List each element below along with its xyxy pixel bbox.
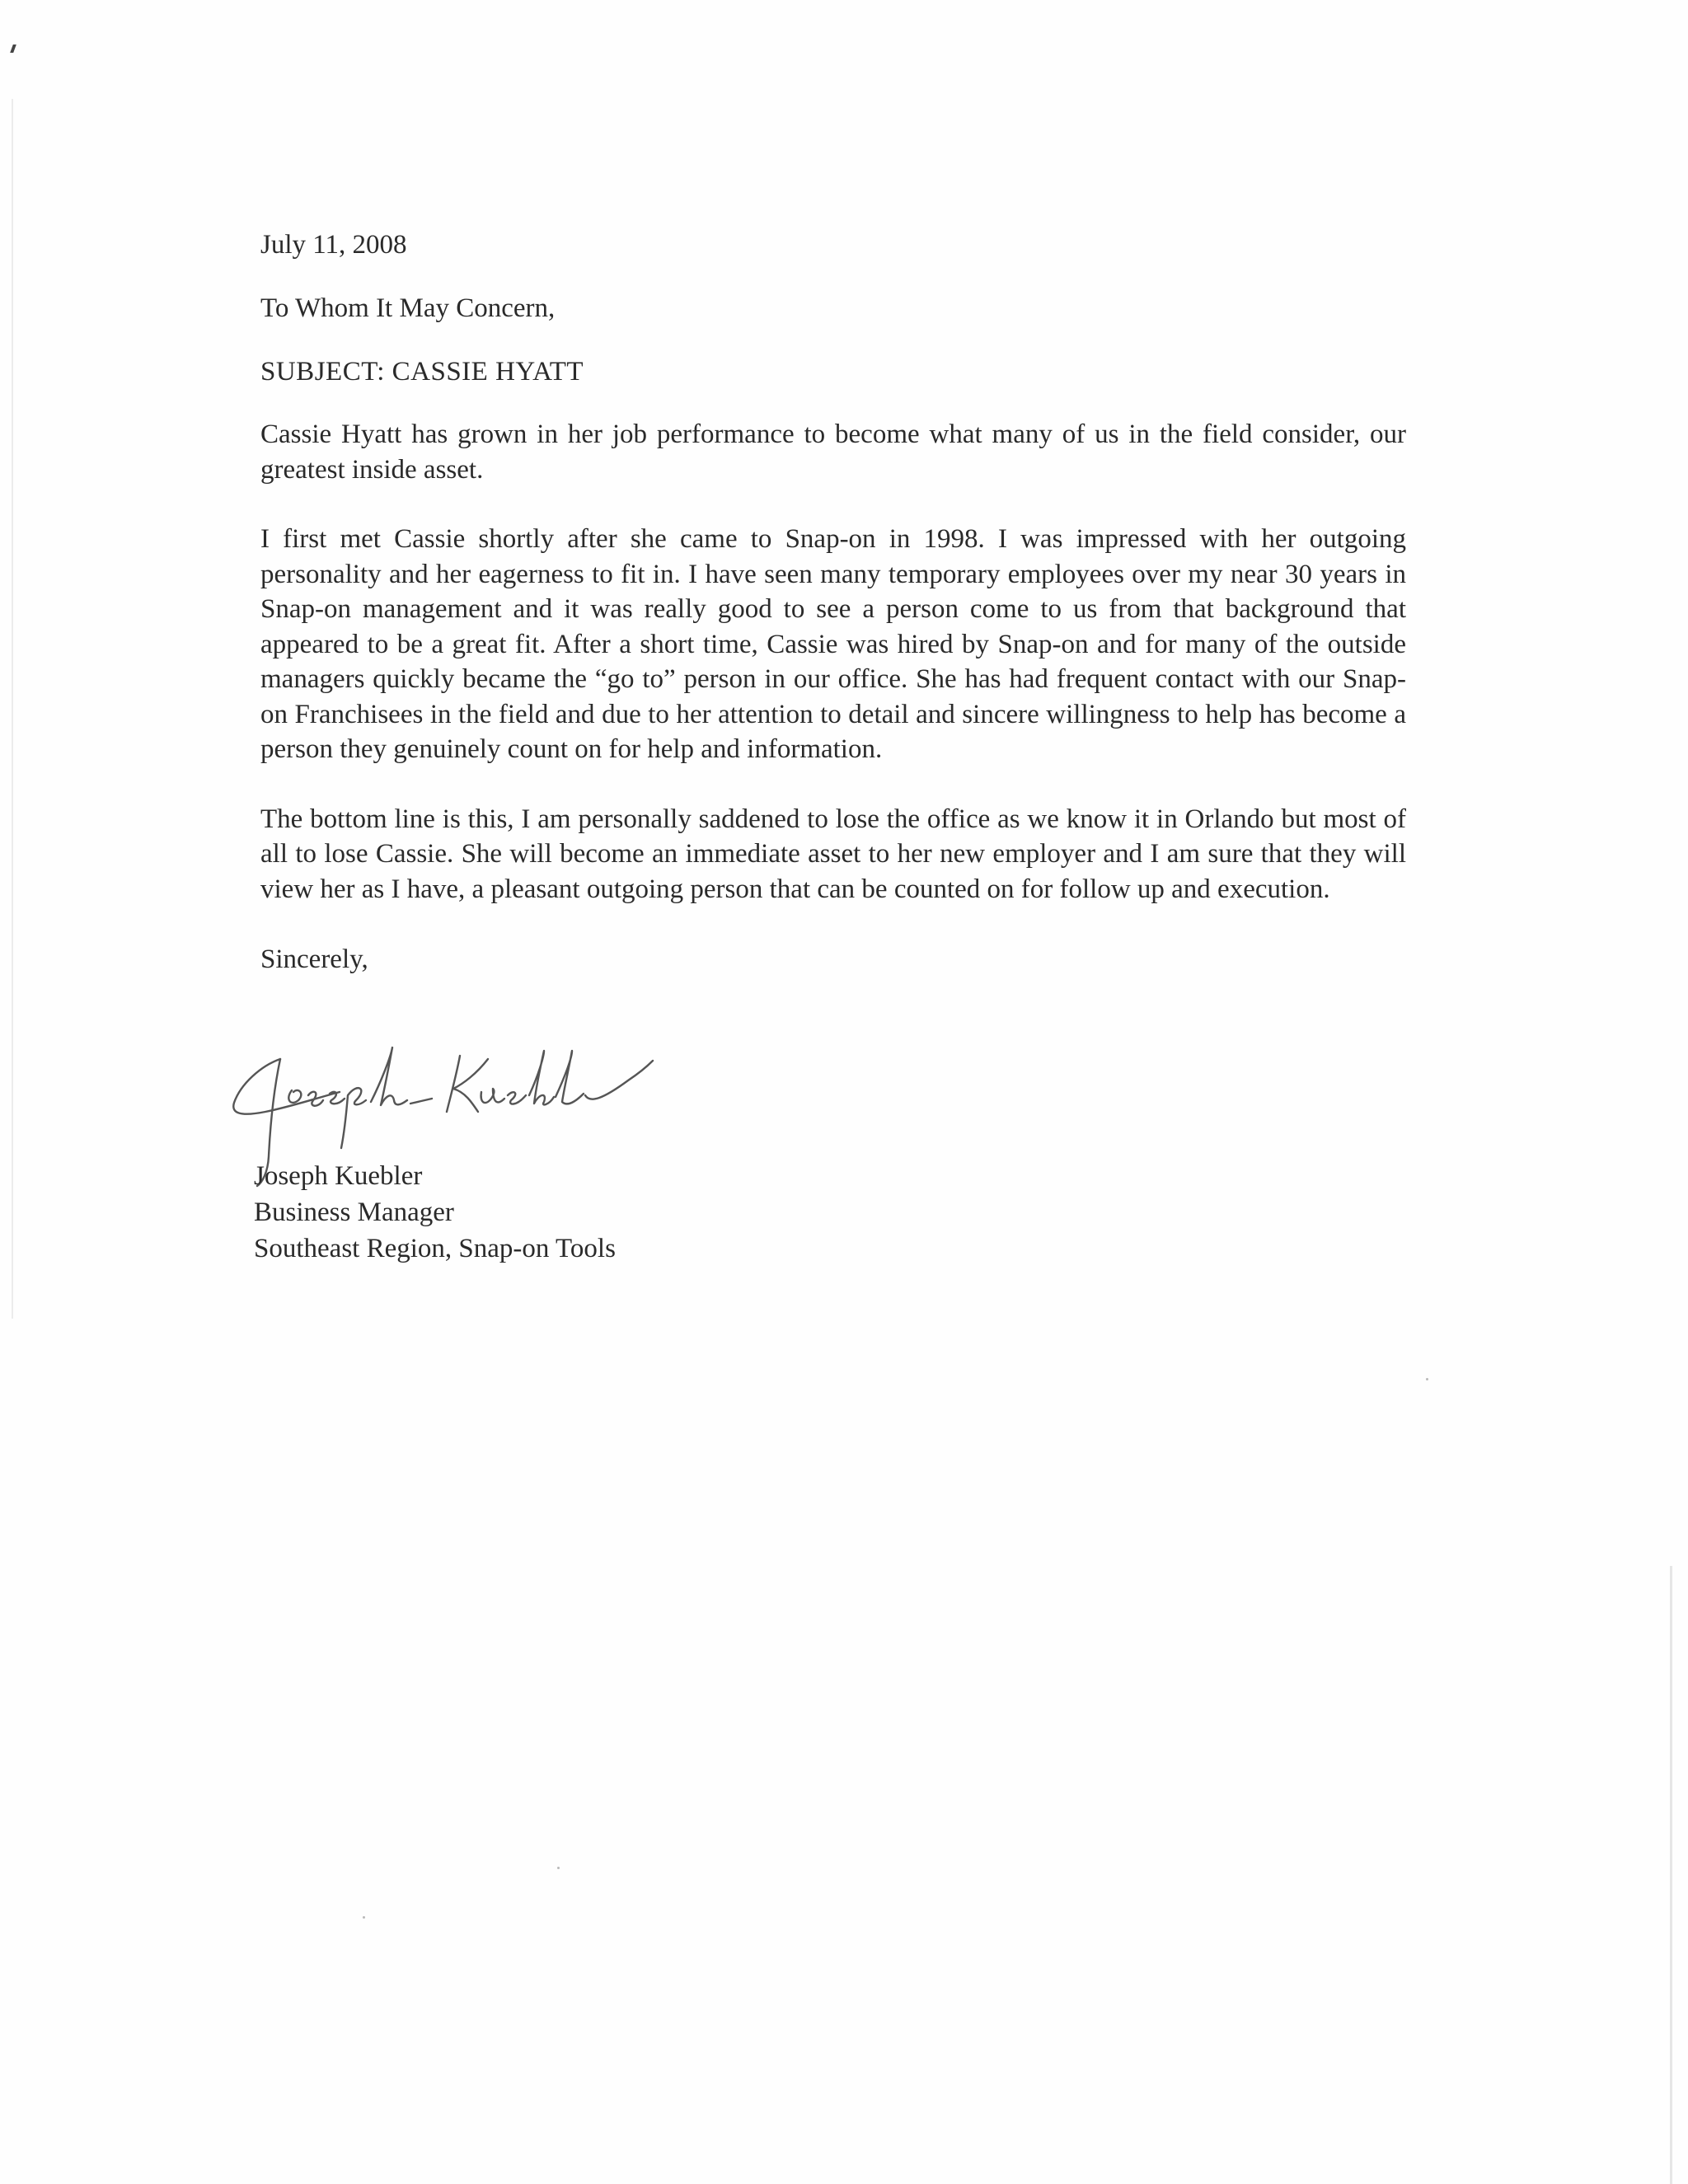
scan-speck [1426,1378,1428,1380]
letter-paragraph: I first met Cassie shortly after she came to Snap-on in 1998. I was impressed with her outgoing personality and her eagerness to fit in. I have seen many temporary employees over my near 30 years in Snap-on management and it was really good to see a person come to us from that background that appeared to be a great fit. After a short time, Cassie was hired by Snap-on and for many of the outside managers quickly became the “go to” person in our office. She has had frequent contact with our Snap-on Franchisees in the field and due to her attention to detail and sincere willingness to help has become a person they genuinely count on for help and information. [260,524,1406,764]
letter-closing: Sincerely, [260,944,368,974]
letter-paragraph: Cassie Hyatt has grown in her job performance to become what many of us in the field consider, our greatest inside asset. [260,419,1406,485]
letter-paragraph: The bottom line is this, I am personally saddened to lose the office as we know it in Orlando but most of all to lose Cassie. She will become an immediate asset to her new employer and I am sure that they will view her as I have, a pleasant outgoing person that can be counted on for follow up and execution. [260,804,1406,904]
letter-subject: SUBJECT: CASSIE HYATT [260,357,584,387]
letter-body [260,227,1406,977]
letter-salutation: To Whom It May Concern, [260,293,556,323]
signer-block [254,1158,913,1267]
signer-organization: Southeast Region, Snap-on Tools [254,1234,616,1263]
signer-name: Joseph Kuebler [254,1161,423,1191]
scan-right-edge [1670,1566,1672,2184]
scan-left-edge [12,99,13,1319]
scan-corner-mark [10,45,16,53]
scan-speck [363,1916,365,1919]
letter-date: July 11, 2008 [260,230,407,260]
scan-speck [557,1867,560,1869]
signer-title: Business Manager [254,1197,454,1227]
